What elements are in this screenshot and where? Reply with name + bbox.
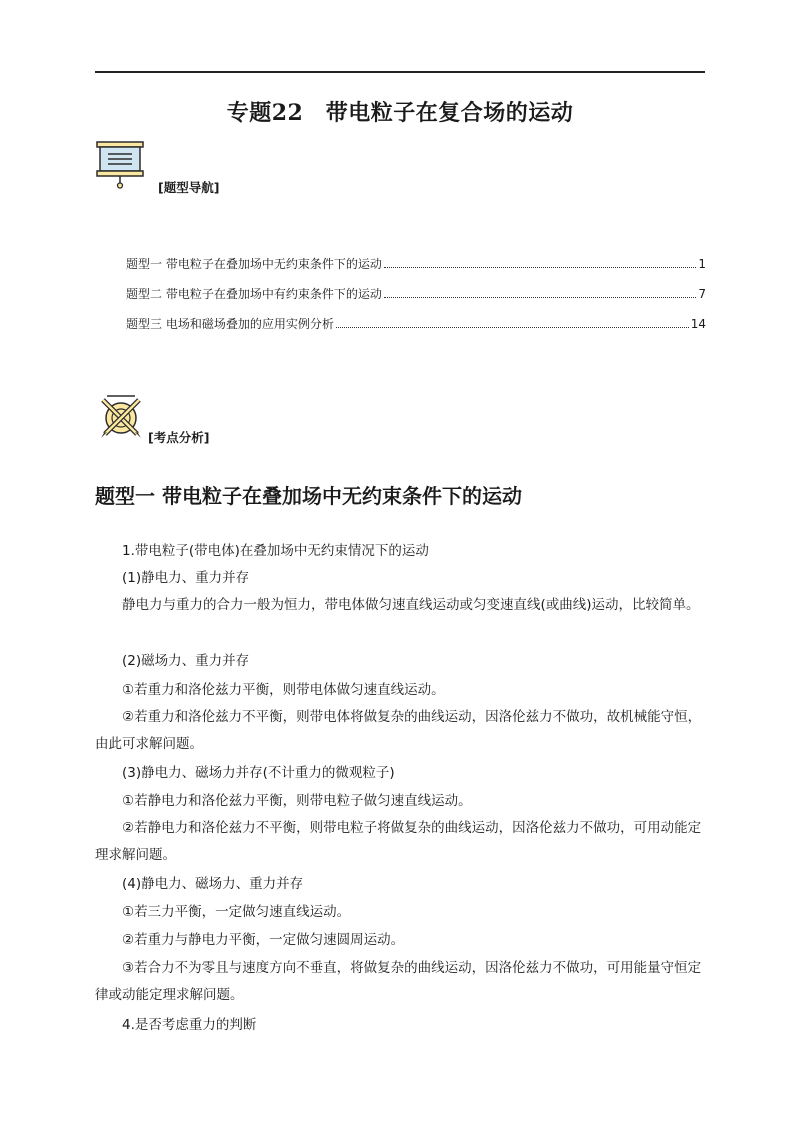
paragraph: 静电力与重力的合力一般为恒力，带电体做匀速直线运动或匀变速直线(或曲线)运动，比较简单。 bbox=[122, 597, 700, 613]
page-title: 专题22 带电粒子在复合场的运动 bbox=[226, 100, 574, 126]
section-heading: 题型一 带电粒子在叠加场中无约束条件下的运动 bbox=[95, 484, 522, 508]
paragraph: ②若静电力和洛伦兹力不平衡，则带电粒子将做复杂的曲线运动，因洛伦兹力不做功，可用动能定理求解问题。 bbox=[95, 820, 702, 863]
paragraph: (4)静电力、磁场力、重力并存 bbox=[122, 876, 304, 892]
paragraph: 4.是否考虑重力的判断 bbox=[122, 1017, 257, 1033]
nav-label: [题型导航] bbox=[158, 180, 220, 195]
toc-item-page: 1 bbox=[698, 257, 706, 271]
crossed-pencils-icon bbox=[97, 393, 145, 441]
paragraph: ①若重力和洛伦兹力平衡，则带电体做匀速直线运动。 bbox=[122, 682, 445, 698]
toc-leader bbox=[384, 296, 697, 298]
paragraph: ①若三力平衡，一定做匀速直线运动。 bbox=[122, 904, 351, 920]
paragraph: (3)静电力、磁场力并存(不计重力的微观粒子) bbox=[122, 765, 395, 781]
paragraph: ③若合力不为零且与速度方向不垂直，将做复杂的曲线运动，因洛伦兹力不做功，可用能量守恒定律或动能定理求解问题。 bbox=[95, 960, 702, 1003]
paragraph: ②若重力和洛伦兹力不平衡，则带电体将做复杂的曲线运动，因洛伦兹力不做功，故机械能守恒，由此可求解问题。 bbox=[95, 709, 702, 752]
paragraph: (1)静电力、重力并存 bbox=[122, 570, 250, 586]
toc-item[interactable] bbox=[126, 315, 706, 332]
toc-item-label: 题型一 带电粒子在叠加场中无约束条件下的运动 bbox=[126, 257, 382, 271]
toc-item[interactable] bbox=[126, 285, 706, 302]
toc-item-label: 题型三 电场和磁场叠加的应用实例分析 bbox=[126, 317, 334, 331]
presentation-board-icon bbox=[95, 140, 145, 190]
paragraph: 1.带电粒子(带电体)在叠加场中无约束情况下的运动 bbox=[122, 543, 429, 559]
toc-item[interactable] bbox=[126, 255, 706, 272]
toc-item-page: 14 bbox=[690, 317, 706, 331]
toc-leader bbox=[336, 326, 689, 328]
toc-item-page: 7 bbox=[698, 287, 706, 301]
paragraph: ②若重力与静电力平衡，一定做匀速圆周运动。 bbox=[122, 932, 405, 948]
paragraph: (2)磁场力、重力并存 bbox=[122, 653, 250, 669]
toc-leader bbox=[384, 266, 697, 268]
toc-item-label: 题型二 带电粒子在叠加场中有约束条件下的运动 bbox=[126, 287, 382, 301]
paragraph: ①若静电力和洛伦兹力平衡，则带电粒子做匀速直线运动。 bbox=[122, 793, 472, 809]
analysis-label: [考点分析] bbox=[148, 430, 210, 445]
top-rule bbox=[95, 71, 705, 73]
